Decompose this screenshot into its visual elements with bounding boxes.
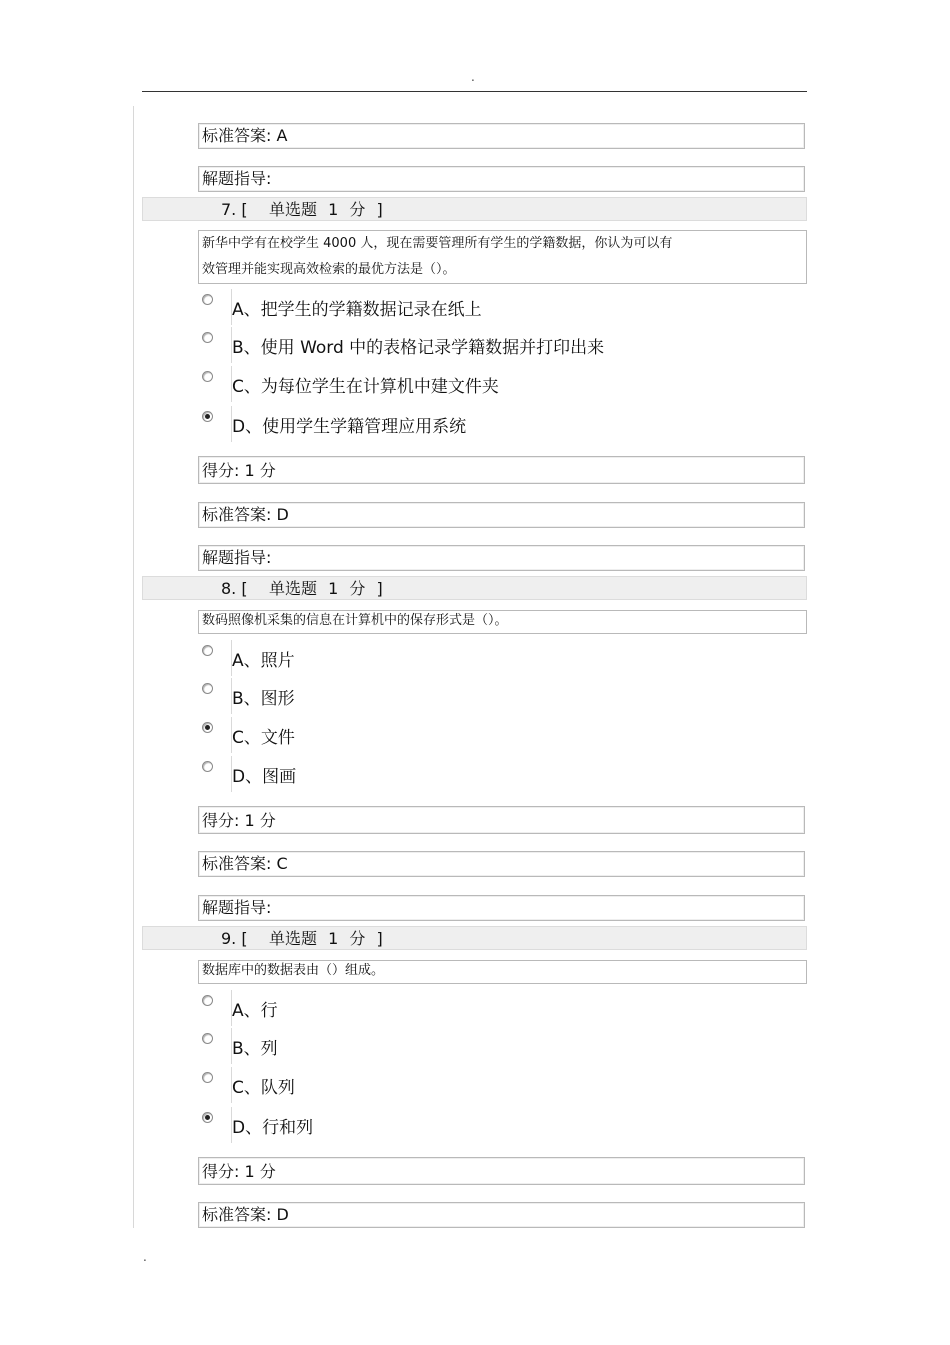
radio-button[interactable] (202, 371, 213, 382)
radio-button[interactable] (202, 995, 213, 1006)
stem-line: 数码照像机采集的信息在计算机中的保存形式是（）。 (202, 613, 508, 628)
question-header (142, 926, 807, 950)
radio-button[interactable] (202, 332, 213, 343)
radio-button[interactable] (202, 1033, 213, 1044)
option-label: B、使用 Word 中的表格记录学籍数据并打印出来 (232, 338, 605, 358)
option-label: A、把学生的学籍数据记录在纸上 (232, 300, 482, 320)
option-row[interactable] (199, 988, 699, 1028)
option-row[interactable] (199, 325, 699, 365)
option-row[interactable] (199, 364, 699, 404)
radio-button-selected[interactable] (202, 411, 213, 422)
radio-button[interactable] (202, 761, 213, 772)
option-row[interactable] (199, 287, 699, 327)
option-row[interactable] (199, 1026, 699, 1066)
question-type: 单选题 1 分 ] (269, 929, 383, 948)
radio-button-selected[interactable] (202, 722, 213, 733)
option-label: A、照片 (232, 651, 295, 671)
question-stem (198, 230, 807, 284)
question-stem (198, 610, 807, 634)
page-top-mark: . (471, 70, 475, 84)
option-row[interactable] (199, 1105, 699, 1145)
option-label: A、行 (232, 1001, 278, 1021)
question-stem (198, 960, 807, 984)
question-header (142, 197, 807, 221)
page-header-rule (142, 91, 807, 92)
option-row[interactable] (199, 404, 699, 444)
radio-button[interactable] (202, 683, 213, 694)
standard-answer-box: 标准答案: D (198, 1202, 805, 1228)
option-row[interactable] (199, 715, 699, 755)
question-header (142, 576, 807, 600)
option-label: C、队列 (232, 1078, 295, 1098)
question-type: 单选题 1 分 ] (269, 200, 383, 219)
question-number: 8. [ (221, 579, 248, 598)
score-box: 得分: 1 分 (198, 456, 805, 484)
option-label: D、使用学生学籍管理应用系统 (232, 417, 467, 437)
score-box: 得分: 1 分 (198, 806, 805, 834)
option-row[interactable] (199, 1065, 699, 1105)
option-row[interactable] (199, 754, 699, 794)
solution-guide-box: 解题指导: (198, 166, 805, 192)
solution-guide-box: 解题指导: (198, 545, 805, 571)
option-row[interactable] (199, 676, 699, 716)
standard-answer-box: 标准答案: D (198, 502, 805, 528)
option-label: B、图形 (232, 689, 295, 709)
stem-line: 数据库中的数据表由（）组成。 (202, 963, 385, 978)
question-number: 9. [ (221, 929, 248, 948)
radio-button-selected[interactable] (202, 1112, 213, 1123)
option-label: C、为每位学生在计算机中建文件夹 (232, 377, 499, 397)
standard-answer-box: 标准答案: A (198, 123, 805, 149)
solution-guide-box: 解题指导: (198, 895, 805, 921)
radio-button[interactable] (202, 645, 213, 656)
option-label: D、图画 (232, 767, 297, 787)
content-left-border (133, 106, 134, 1228)
option-label: B、列 (232, 1039, 278, 1059)
stem-line: 效管理并能实现高效检索的最优方法是（）。 (202, 262, 456, 277)
option-label: C、文件 (232, 728, 295, 748)
question-number: 7. [ (221, 200, 248, 219)
standard-answer-box: 标准答案: C (198, 851, 805, 877)
question-type: 单选题 1 分 ] (269, 579, 383, 598)
stem-line: 新华中学有在校学生 4000 人，现在需要管理所有学生的学籍数据，你认为可以有 (202, 236, 673, 251)
option-row[interactable] (199, 638, 699, 678)
score-box: 得分: 1 分 (198, 1157, 805, 1185)
radio-button[interactable] (202, 294, 213, 305)
option-label: D、行和列 (232, 1118, 314, 1138)
page-bottom-mark: . (143, 1250, 147, 1264)
radio-button[interactable] (202, 1072, 213, 1083)
